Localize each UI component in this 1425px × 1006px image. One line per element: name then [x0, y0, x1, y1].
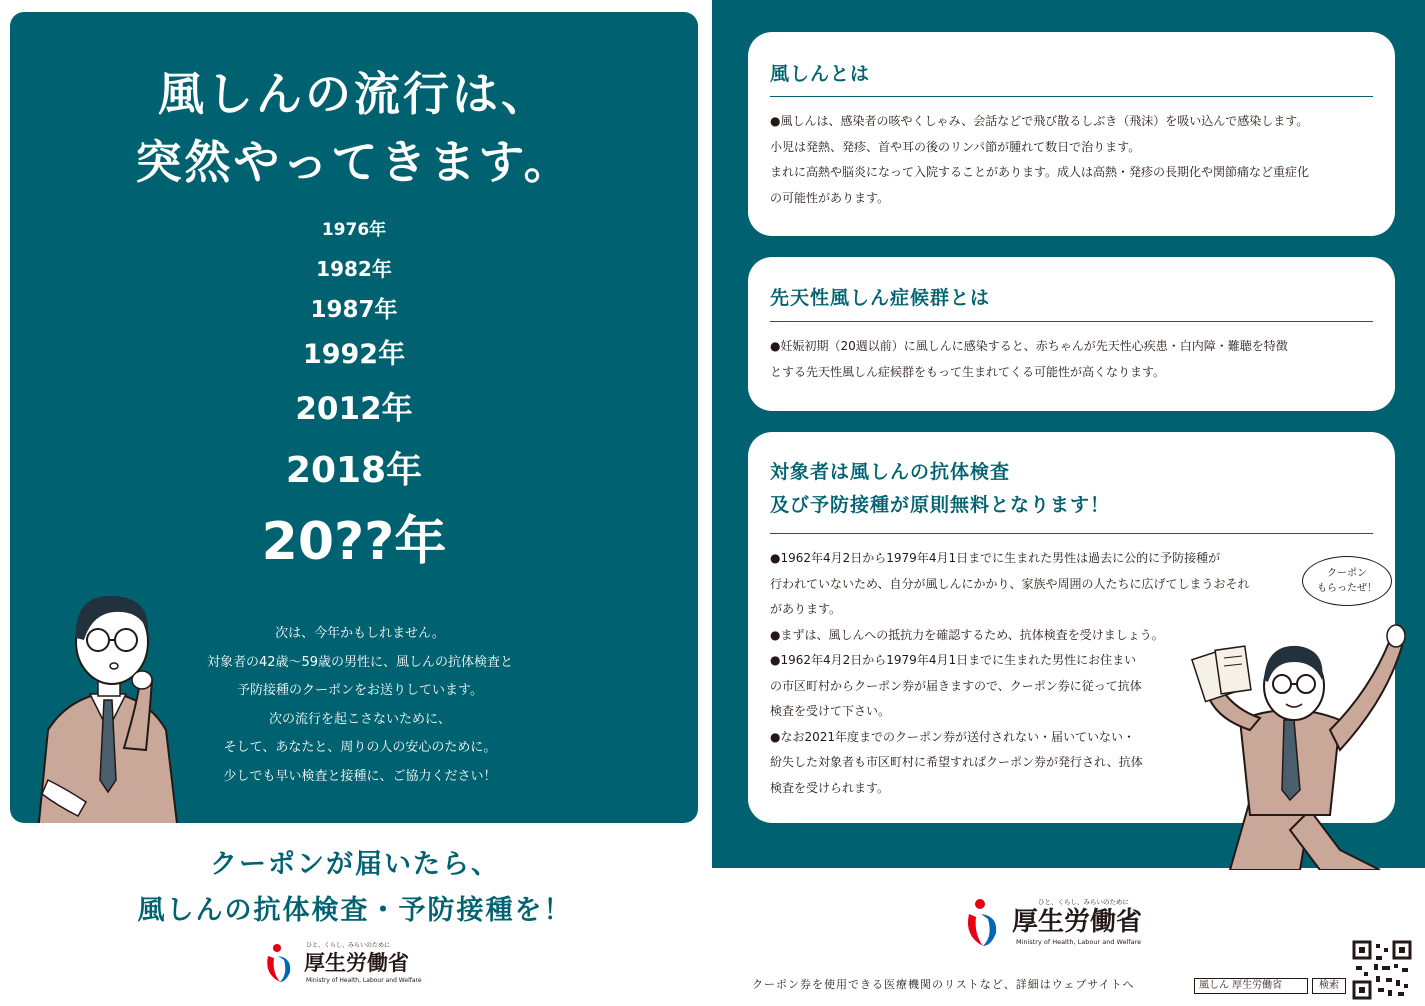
- body-line: ●1962年4月2日から1979年4月1日までに生まれた男性にお住まい: [770, 653, 1137, 667]
- divider: [770, 533, 1373, 534]
- card-body: [770, 109, 1377, 211]
- cta-line-2: 風しんの抗体検査・予防接種を！: [137, 895, 573, 926]
- headline: [10, 60, 698, 196]
- mhlw-mark-icon: [968, 899, 996, 946]
- message-line: 次の流行を起こさないために、: [268, 711, 451, 727]
- thinking-man-illustration: [28, 580, 188, 823]
- year-2012: 2012年: [295, 391, 413, 427]
- divider: [770, 321, 1373, 322]
- body-line: の市区町村からクーポン券が届きますので、クーポン券に従って抗体: [770, 678, 1142, 693]
- body-line: 小児は発熱、発疹、首や耳の後のリンパ節が腫れて数日で治ります。: [770, 139, 1141, 154]
- epidemic-years: [10, 218, 698, 577]
- body-line: 検査を受けられます。: [770, 780, 890, 795]
- body-line: とする先天性風しん症候群をもって生まれてくる可能性が高くなります。: [770, 364, 1166, 379]
- mhlw-logo: [958, 892, 1178, 952]
- logo-english: Ministry of Health, Labour and Welfare: [306, 977, 422, 984]
- message-line: そして、あなたと、周りの人の安心のために。: [223, 740, 497, 756]
- divider: [770, 96, 1373, 97]
- card-body: [770, 334, 1377, 385]
- card-title-line-2: 及び予防接種が原則無料となります！: [770, 494, 1111, 516]
- bubble-line-1: クーポン: [1327, 568, 1367, 579]
- speech-bubble: [1302, 556, 1392, 606]
- left-page: [0, 0, 710, 1006]
- body-line: ●風しんは、感染者の咳やくしゃみ、会話などで飛び散るしぶき（飛沫）を吸い込んで感染します。: [770, 114, 1309, 128]
- logo-tagline: ひと、くらし、みらいのために: [1038, 898, 1129, 906]
- coupon-man-illustration: [1190, 600, 1425, 870]
- body-line: ●まずは、風しんへの抵抗力を確認するため、抗体検査を受けましょう。: [770, 627, 1164, 642]
- bubble-line-2: もらったぜ！: [1317, 583, 1377, 594]
- search-keyword-box: 風しん 厚生労働省: [1194, 978, 1308, 994]
- headline-line-1: 風しんの流行は、: [158, 67, 550, 121]
- qr-code-icon: [1352, 940, 1412, 1000]
- body-line: 紛失した対象者も市区町村に希望すればクーポン券が発行され、抗体: [770, 755, 1143, 769]
- logo-name: 厚生労働省: [1012, 907, 1143, 937]
- search-button: 検索: [1312, 978, 1346, 994]
- body-line: 検査を受けて下さい。: [770, 704, 891, 718]
- year-1987: 1987年: [310, 297, 398, 323]
- logo-english: Ministry of Health, Labour and Welfare: [1016, 938, 1142, 946]
- year-1992: 1992年: [302, 339, 406, 370]
- year-1976: 1976年: [321, 220, 387, 240]
- year-2018: 2018年: [285, 450, 423, 491]
- call-to-action: [0, 842, 710, 934]
- website-guidance: クーポン券を使用できる医療機関のリストなど、詳細はウェブサイトへ: [752, 978, 1135, 991]
- logo-name: 厚生労働省: [304, 951, 409, 975]
- card-title: [770, 456, 1110, 522]
- card-what-is-rubella: [748, 32, 1395, 236]
- body-line: ●妊娠初期（20週以前）に風しんに感染すると、赤ちゃんが先天性心疾患・白内障・難聴を特徴: [770, 339, 1288, 353]
- card-title-line-1: 対象者は風しんの抗体検査: [770, 461, 1011, 483]
- body-line: まれに高熱や脳炎になって入院することがあります。成人は高熱・発疹の長期化や関節痛など重症化: [770, 165, 1310, 179]
- message-line: 対象者の42歳〜59歳の男性に、風しんの抗体検査と: [206, 654, 514, 670]
- message-line: 予防接種のクーポンをお送りしています。: [237, 683, 483, 699]
- message-line: 少しでも早い検査と接種に、ご協力ください！: [223, 768, 497, 784]
- message-line: 次は、今年かもしれません。: [275, 626, 445, 641]
- body-line: ●1962年4月2日から1979年4月1日までに生まれた男性は過去に公的に予防接種が: [770, 551, 1221, 565]
- appeal-message: [160, 620, 560, 792]
- logo-tagline: ひと、くらし、みらいのために: [306, 942, 391, 949]
- headline-line-2: 突然やってきます。: [135, 135, 573, 189]
- body-line: ●なお2021年度までのクーポン券が送付されない・届いていない・: [770, 729, 1136, 744]
- teal-panel: [10, 12, 698, 823]
- year-unknown: 20??年: [261, 512, 447, 572]
- body-line: 行われていないため、自分が風しんにかかり、家族や周囲の人たちに広げてしまうおそれ: [770, 576, 1250, 591]
- mhlw-mark-icon: [267, 944, 290, 982]
- body-line: があります。: [770, 602, 842, 616]
- body-line: の可能性があります。: [770, 190, 890, 205]
- mhlw-logo: [258, 938, 458, 988]
- card-congenital-rubella-syndrome: [748, 257, 1395, 411]
- card-title: 先天性風しん症候群とは: [770, 287, 991, 309]
- card-title: 風しんとは: [770, 63, 871, 85]
- cta-line-1: クーポンが届いたら、: [210, 849, 500, 880]
- right-page: [712, 0, 1425, 1006]
- year-1982: 1982年: [316, 257, 392, 281]
